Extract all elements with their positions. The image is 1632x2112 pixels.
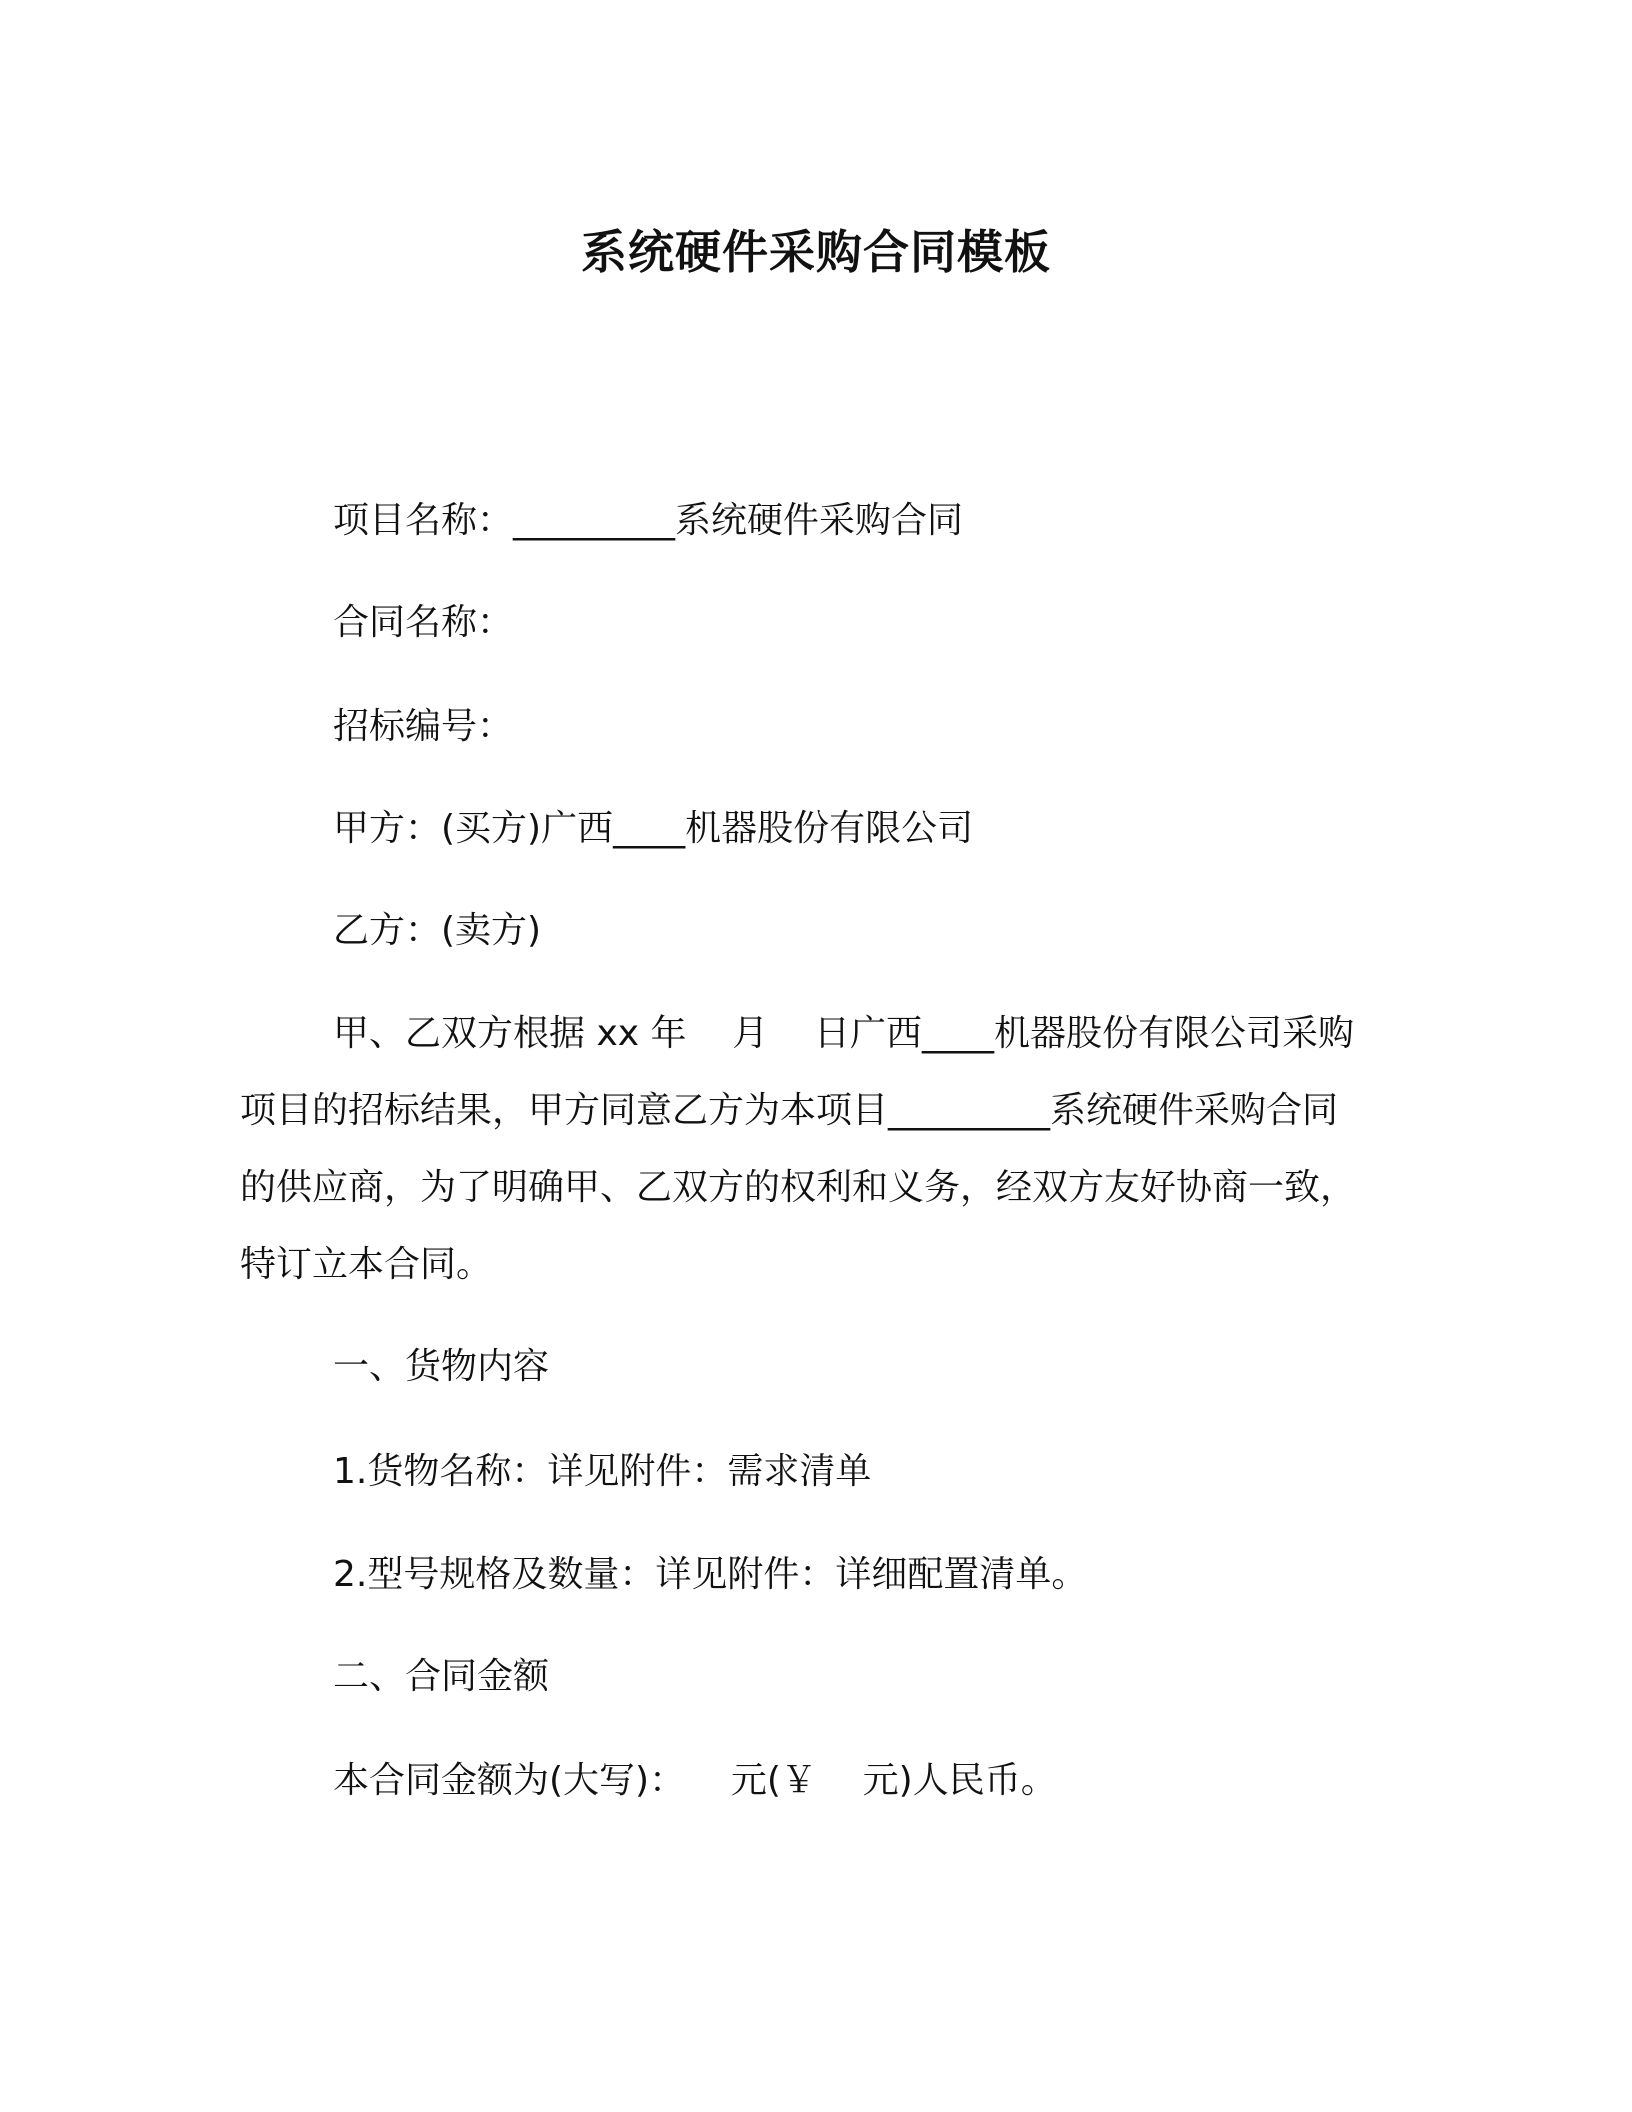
section-2-heading: 二、合同金额 <box>333 1656 550 1697</box>
contract-name-field: 合同名称： <box>333 602 514 643</box>
contract-amount-line: 本合同金额为(大写)： 元(￥ 元)人民币。 <box>333 1760 1057 1801</box>
project-name-field: 项目名称：_________系统硬件采购合同 <box>333 500 964 541</box>
tender-number-field: 招标编号： <box>333 706 514 747</box>
goods-name-item: 1.货物名称：详见附件：需求清单 <box>333 1451 872 1492</box>
document-title: 系统硬件采购合同模板 <box>581 225 1051 279</box>
intro-paragraph <box>240 1010 1380 1318</box>
model-spec-item: 2.型号规格及数量：详见附件：详细配置清单。 <box>333 1554 1088 1595</box>
intro-line: 项目的招标结果，甲方同意乙方为本项目_________系统硬件采购合同 <box>240 1090 1339 1131</box>
section-1-heading: 一、货物内容 <box>333 1346 550 1387</box>
party-a-field: 甲方：(买方)广西____机器股份有限公司 <box>333 808 974 849</box>
intro-line: 甲、乙双方根据 xx 年 月 日广西____机器股份有限公司采购 <box>333 1013 1355 1054</box>
intro-line: 特订立本合同。 <box>240 1244 493 1285</box>
party-b-field: 乙方：(卖方) <box>333 910 542 951</box>
intro-line: 的供应商，为了明确甲、乙双方的权利和义务，经双方友好协商一致， <box>240 1167 1357 1208</box>
